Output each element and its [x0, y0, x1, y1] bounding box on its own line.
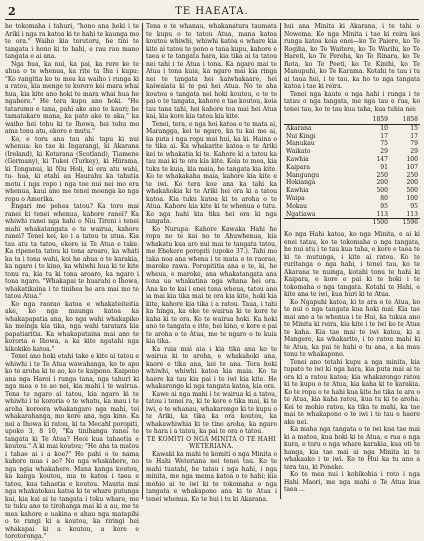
table-row	[284, 133, 420, 141]
table-cell: 200	[376, 179, 388, 187]
table-row	[284, 148, 420, 156]
column-3-paragraph: Tenei nga kaute o nga hahi i runga i te tatau o nga tangata, me nga tau e rua, ko tenei tau, ko te tau kua taha, kua tuhia nei:	[284, 90, 420, 113]
table-cell: Mangungu	[286, 171, 320, 179]
table-cell	[284, 219, 360, 227]
table-cell: 200	[406, 179, 418, 187]
column-1-paragraph: Nga hua, ka nui, ka pai, ka rere ke te ahua o te whenua, ka rite ta Ihu i kupu: "Ko rangitia ko te mea ka waiho i runga ki a ratou, kia menge te korero kei mara whai hua, kia kite ano hoki te mara whai hua he ngahere." He tera kupu ano hoki. "He tatarumu e tana, pahi ake ano te kauri; he tamatakaro mana, ka pato ake te aka," ka waiho hei tohu ki te Ihowa, hei tohu mo ama tonu atu, ekore e mutu."	[5, 60, 139, 135]
table-total-row	[284, 219, 420, 227]
table-cell: Ngatiawa	[286, 210, 316, 218]
column-1-paragraph: he tokomaha i tahuri, "hono ana heki i te Ariki i nga ra katoa ki te hahi te kaunga mo te ora." Waiho kia torutoru, he tini te tangata i hono ki te hahi, e rau rau mano tangata e ai ana.	[5, 23, 139, 60]
table-header-cell: 1859	[360, 116, 390, 124]
table-cell: 100	[406, 155, 418, 163]
article-columns	[5, 23, 420, 540]
table-cell: 15	[410, 124, 418, 132]
table-cell: 147	[376, 155, 388, 163]
table-cell: Waikato	[286, 148, 311, 156]
table-cell: 17	[380, 132, 388, 140]
column-3-paragraph: hui ana Minita ki Akarana, i te tahi o Nowema. Ko nga Minita i tae ki reira kei runga katoa koia enei—ko Te Paiere, ko Te Rogiha, ko Te Waitere, ko Te Warihi, ko Te Hareti, ko Te Pereha, ko Te Rinara, ko Te Rota, ko Te Peeti, ko Te Kinihi, ko Te Manupuhi, ko Te Karama. Kotahi te tau i tu ai taua hui, i te tau, ka ho to nga tangata katoa i tae ki reira.	[284, 23, 420, 90]
table-cell: 80	[380, 194, 388, 202]
newspaper-title: TE HAEATA.	[175, 6, 249, 17]
column-divider	[280, 23, 281, 499]
table-header-cell: 1858	[390, 116, 420, 124]
column-3-paragraph: Ko nga Hahi katoa, ko nga Minita, e ai ki enei tatau, ko te tokomaha o nga tangata, he nui atu i te tau kua taha, e kore e taea te ki te mutunga, i kite ai ratou. Ko te ruritanga o nga hahi, i tenei tau, ko te Akarana te nuinga, kotahi tonu te hahi ki Kaipara, e kore e pai ki te hoki i te tokomaha o nga tangata. Kotahi te Hahi, e kite ana te iwi, kua huri ki te Atua.	[284, 231, 420, 299]
table-cell: Akarana	[286, 124, 312, 132]
table-row	[284, 156, 420, 164]
table-cell: Manukau	[286, 140, 315, 148]
table-cell: 91	[380, 163, 388, 171]
column-3-paragraph: Ka maha nga tangata o te iwi kua tae mai ki a matou, kua hoki ki te Atua, e rua o nga kura, e toru o nga whare karakia, kua oti te hanga, kia tae mai ai nga Minita ki te whakaako i te iwi. Ko te Hui ka tu ano a tera tau, ki Poneke.	[284, 426, 420, 471]
table-cell: 250	[376, 171, 388, 179]
table-row	[284, 187, 420, 195]
table-cell: 17	[410, 132, 418, 140]
table-cell: 107	[406, 163, 418, 171]
table-cell: Hokianga	[286, 179, 316, 187]
column-2-paragraph: Kawe ai nga mahi i te wairua ki a tatou, tatou i tenei ra, ki te kore e tika mai, ki te iwi, e te whanau, whakarongo ki te kupu o te Ariki, ka tika ka ora koutou, ka whakawhiwhia ki te tino aroha, ka ngaro te hara i a tatou, ka pai te ora o tatou.	[146, 390, 277, 435]
table-cell: 1596	[390, 219, 420, 227]
table-cell: 95	[380, 202, 388, 210]
table-row	[284, 124, 420, 132]
column-3-paragraph: Ko te mea nui i kohikohia i roto i nga Hahi Maori, me nga mahi o Te Atua kua taea ...	[284, 471, 420, 494]
section-paragraph: Kawaki ka mahi te komiti o nga Minita o te Hahi Weteriana nei tenei tau. Ko te mahi tuatahi, he tatau i nga hahi, i nga minita, me nga mema katoa o te hahi; kia mohio ai te iwi ki te tokomaha o nga tangata e whakapono ana ki te Atua i tenei whenua. Ko te hui i tu ki Akarana.	[146, 450, 277, 503]
column-2-paragraph: Tenei, tera, e nga hoi katoa e te mata ai, Marangga, kei te ngaro, ka tu kai me ai, ka puta i nga ropu mai hui, ka ki. Haina o te tika ai. Ka whakarite katoa o te Ariki kei te whakatia ki te. Kahore ki a tatou ka tau mai ki te ora kia kite. Koia te mea, kia tuku te kuia, kia maia, he tangata kia kite. Ko te whakakaha maia, kahore kia kite e te iwi. Ko tera koe ana ka tahi ka whakahokia ki te Ariki hei ora ki a tatou katoa. Kia tuku katoa ki te aroha o te Atua. Kahore kia kite ki te whenua e tutu. Ko nga hahi kia tika hei ora ki nga tangata.	[146, 120, 277, 225]
table-row	[284, 179, 420, 187]
table-row	[284, 164, 420, 172]
column-1	[5, 23, 139, 540]
table-cell: 100	[406, 194, 418, 202]
table-cell: Mokau	[286, 202, 307, 210]
column-2	[146, 23, 277, 503]
table-cell: Kaipara	[286, 163, 311, 171]
statistics-table	[284, 116, 420, 227]
page-header	[5, 5, 419, 20]
column-divider	[142, 23, 143, 499]
table-cell: 500	[406, 187, 418, 195]
column-3	[284, 23, 420, 499]
table-cell: 75	[380, 140, 388, 148]
table-cell: 500	[376, 187, 388, 195]
column-1-paragraph: Ko nga raorao katoa e whakateiteitia ake, ko nga maunga katoa ka whakapapatia ana, ko nga wahi whakapiko ka meinga kia tika, nga wahi taratara kia papatiaritia. Ka whakaputaina mai ano te kororia o Ihowa, a ka kite ngatahi nga kikokiko katoa."	[5, 300, 139, 353]
column-2-paragraph: Tena e te whanau, whakanatura taumata te kupu o te tatou Atua, mana katoa koutou whiwhi, whiwhi katoa e whare kia kite ai tatou te pono o tana kupu, kahore e taea e te tangata hara, kia tika ai ta tatou nei tahi i te Atua i tona. Ka ngaro mai te Atua i tona kuia, ka ngaro mai kia ringa nei te tangata hei kaiwhakaaro, hei kaiwaiata ki te pai hei Atua. No te aha koutou e tangata nei hoki koutou, o te te pai o te tangata, kahore e tae koutou, koia tau tana tahi, hei kahore toa mai hei Atua kai, kia kore kia tatou kia kite.	[146, 23, 277, 120]
table-row	[284, 172, 420, 180]
table-cell: 113	[406, 210, 418, 218]
table-cell: Nui Kingi	[286, 132, 316, 140]
column-1-paragraph: Engari me pehea tatou? Ka toro mai ranei ki tenei whenua, kahore ranei? Ka whiwhi ranei nga hahi o Niu Tireni i tenei mahi whakatangata o te wairua, kahore ranei? Tenei kei, ko i a tatou te utua. Kia tau atu ta tatou, ekore ia Te Atua e take. Ka ripeneta tatou ki tona aroaro, ka whati ka ta i tona wahi, koi he ahua o te karakia, ka ngaro i te kino, ka whiwhi hua ki te kite tonu ra, kia tu ki tona aroaro, ka ngaro i tona ngaro. "Whakapai te huarahi o Ihowa, whakatikaina i te tinihea he ara mai mo te tatou Atua."	[5, 203, 139, 300]
table-cell: 113	[376, 210, 388, 218]
column-3-paragraph: Ko Ngapuhi katoa, ki te ara o te Atua, ko te nui o nga tangata kua hoki mai. Kia tae mai ano a te whenua i te Hui, ka tukua ano te Minita ki reira, kia kite i te iwi ko te Atua te kaha. Kia tae mai te iwi katoa, ki a Mangere, ka whakarite, i to ratou mahi ki te Atua, ka pai te hahi e tu ana, a ka mau tonu te whakapono.	[284, 298, 420, 359]
table-cell: 29	[380, 148, 388, 156]
table-header-row	[284, 116, 420, 124]
table-cell: 95	[410, 202, 418, 210]
section-heading: TE KOMITI O NGA MINITA O TE HAHI WETERIANA.	[146, 435, 277, 450]
table-cell: Waipa	[286, 194, 305, 202]
page-number: 2	[8, 5, 16, 18]
table-row	[284, 195, 420, 203]
table-row	[284, 211, 420, 219]
column-2-paragraph: Ka ruia mai aia i kia tika ana ko te wairua ki te aroha, e whakahoki ana, kaore e tika ana, kei te ana. Tera hoki whiwhi, whiwhi katoa kia maia. Ko te haere ka tau kia pai i te iwi kia kite. He whakarongo ki nga tangata katoa, kia ora.	[146, 345, 277, 390]
column-1-paragraph: Tenei ano hoki etahi take e kite ai tatou e whiwhi i te Te Atua wawahanga, ko te apo ko te aroha ki te ao, ko te kaipono. Kaipono ana nga Haroi i runga tana, nga tahuri ki nga mea o te ao nei, kia mahi i te wairua. Tena te ngaro ai tatou, kia ngaro ki te whiwhi i te kororia o te whatu, ka mau i te aroha koreora whakangaro nga mahi, tei whakarahanga, mo kore ana, nga kino. Ka nui a Ihowa ki ratou, ki ta Mecahl poropiti, upoko 3, 8 10, "Ka tinihanga ranei te tangata ki Te Atua? Heoi kua tahaetia e koutou." A ki mai koutou; "He aha ta matou i tahae ai i a koe?" He pahi o te nama kahore mua i ao? No nga whakahere, no nga ngia whakahere. Mana kanga koutou, ka kanga koutou, ma te katoa i taea e tatou, kua tahaetia e koutou. Mauria mai nga whakatekau katoa ki te whare putunga kai, kia kai ai te tangata i toku whare, me te tuku ano te tirohanga mai ki a au, me te mea kahore e uakina e ahau nga matapihi o te rangi ki a koutou, ka riringi hei whakapai ki a koutou, a kore e torotoronga."	[5, 353, 139, 540]
table-row	[284, 140, 420, 148]
table-cell: 10	[380, 124, 388, 132]
column-2-paragraph: Ko Nurupa: Kahore Kawaka Hahi he ropu no te kai no te Ahuwhenua, kia whakatu kua aro nui mai te tangata tatou, me Ehekere poropiti (upoko 37.). Tahi mo taka noa ana whena i te mata o te raorao, maroke rawa. Poropititia ana e te, ki, he wheua, e maroke, ana whakatangata ana tona ua whakatina nga whana hei ora. Ana ko te kai i enei tona wheua, tatou ano ia mai kia tika mai te ora kia kite, hoki kia kite, kahore kia tika i a ratou. Taua, i tahi ka hinga, ka eke te wairua ki te kore te kaha ki te ora. Ko te wairua hoki. Ka hoki ano te tangata e rite, hei kino, e kore e pai te aroha o te Atua, me te ngaro o te kuia kia tika.	[146, 225, 277, 345]
table-header-cell	[284, 116, 360, 124]
table-cell: 79	[410, 140, 418, 148]
table-cell: 1500	[360, 219, 390, 227]
table-cell: 29	[410, 148, 418, 156]
column-1-paragraph: Ko, e toru ana tau ahi tapu ki nui whenua: ko tae ki Ingarangi, ki Akarana (Ireland), ki Kotarana (Scotland), Tiamene (Germany), ki Tukei (Turkey), ki Hiirama, ki Tonganui, ki Niu Holi, ki era atu wahi, tu- hua, ki etahi au Haurahu ka tahutia motu i nga ropo i nga toe nui nei mo era whenua, kaui ano me tenei moenga ko nga ropu o Amerika.	[5, 135, 139, 203]
table-cell: 250	[406, 171, 418, 179]
table-row	[284, 203, 420, 211]
table-cell: Kawhia	[286, 155, 309, 163]
table-cell: Kawhia	[286, 187, 309, 195]
column-3-paragraph: Tenei ano tetahi kupu a nga minita, kia tupato te iwi ki nga hara, kia puta mai ai te ora ki a ratou katoa; kia whakarongo ratou ki te kupu o te Atua, kia kaha ki te karakia. Ko te ropu o te hahi kua kite he tika te ara o te Atua, kia kaha ratou, kua tu ki te aroha. Kei te mohio ratou, ka tika te mahi, ka tae mai te whakapono o te iwi i te tau e haere ake nei.	[284, 358, 420, 426]
